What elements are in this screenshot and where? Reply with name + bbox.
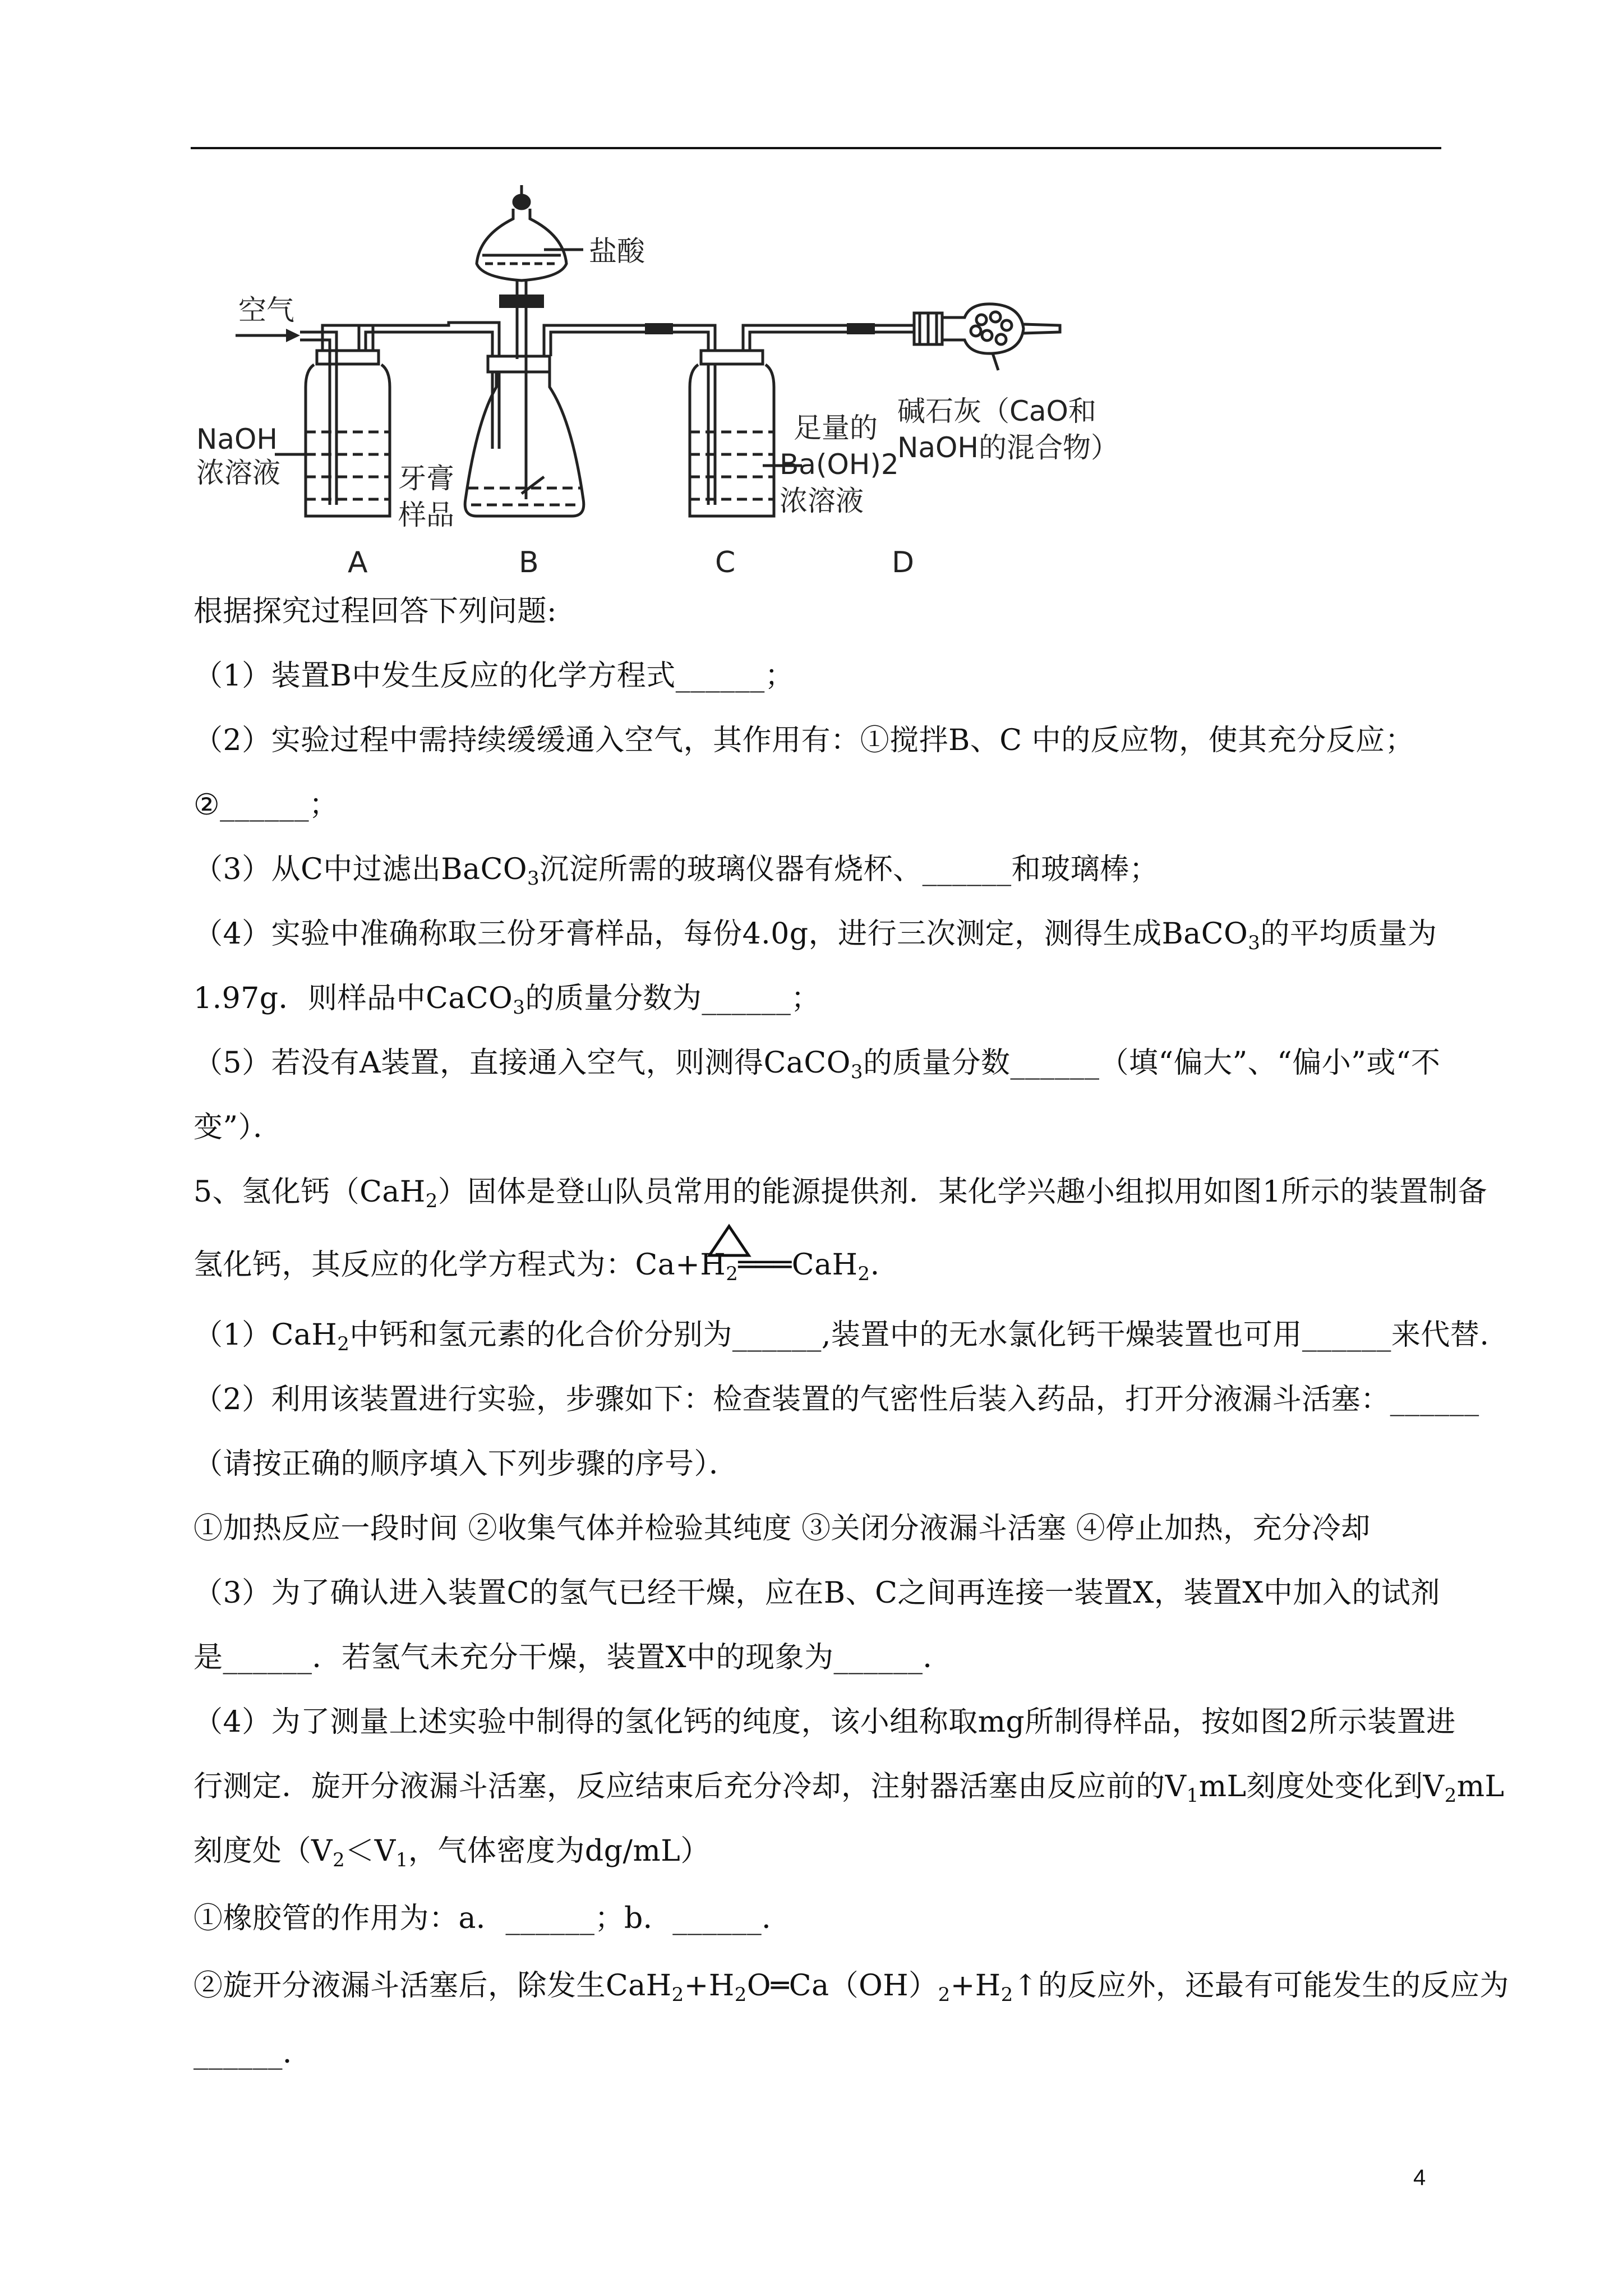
text-line: （5）若没有A装置，直接通入空气，则测得CaCO$_3$的质量分数______（填“偏大”、“偏小”或“不	[193, 1046, 1441, 1083]
page-number: 4	[1413, 2165, 1426, 2190]
text-line: 行测定．旋开分液漏斗活塞，反应结束后充分冷却，注射器活塞由反应前的$V_1mL$刻度处变化到$V_2mL$	[193, 1770, 1505, 1807]
text-line: （2）实验过程中需持续缓缓通入空气，其作用有：①搅拌B、C 中的反应物，使其充分反应；	[193, 724, 1415, 757]
label-baoh-3: 浓溶液	[780, 485, 864, 517]
text-line: ②旋开分液漏斗活塞后，除发生$CaH_2+H_2O═Ca(OH)_2+H_2↑$的反应外，还最有可能发生的反应为	[193, 1969, 1509, 2006]
text-line: ②______；	[193, 788, 339, 822]
text-line: ①加热反应一段时间 ②收集气体并检验其纯度 ③关闭分液漏斗活塞 ④停止加热，充分冷却	[193, 1512, 1371, 1545]
text-line: 根据探究过程回答下列问题:	[193, 595, 557, 628]
label-baoh-1: 足量的	[794, 412, 878, 444]
text-line: 变”）．	[193, 1111, 283, 1144]
text-line: （3）从C中过滤出BaCO$_3$沉淀所需的玻璃仪器有烧杯、______和玻璃棒；	[193, 853, 1159, 890]
label-hcl: 盐酸	[589, 235, 645, 268]
label-lime-1: 碱石灰（CaO和	[897, 395, 1096, 427]
label-sample-2: 样品	[398, 499, 454, 531]
text-line: 1.97g．则样品中CaCO$_3$的质量分数为______；	[193, 982, 820, 1019]
text-line: 是______．若氢气未充分干燥，装置X中的现象为______．	[193, 1641, 953, 1674]
label-D: D	[892, 546, 915, 579]
text-line: ①橡胶管的作用为：a．______；b．______．	[193, 1902, 791, 1935]
label-naoh-1: NaOH	[196, 423, 278, 455]
text-line: ______．	[193, 2036, 312, 2070]
text-line: （4）实验中准确称取三份牙膏样品，每份4.0g，进行三次测定，测得生成BaCO$_3$的平均质量为	[193, 917, 1437, 954]
text-line: 5、氢化钙（CaH$_2$）固体是登山队员常用的能源提供剂．某化学兴趣小组拟用如图1所示的装置制备	[193, 1175, 1487, 1212]
label-C: C	[715, 546, 736, 579]
text-line: （4）为了测量上述实验中制得的氢化钙的纯度，该小组称取mg所制得样品，按如图2所示装置进	[193, 1705, 1456, 1739]
label-air: 空气	[238, 294, 294, 326]
text-line: （2）利用该装置进行实验，步骤如下：检查装置的气密性后装入药品，打开分液漏斗活塞：______	[193, 1383, 1479, 1416]
label-B: B	[519, 546, 539, 579]
label-A: A	[348, 546, 368, 579]
label-baoh-2: Ba(OH)2	[780, 448, 899, 481]
text-line: （1）CaH$_2$中钙和氢元素的化合价分别为______,装置中的无水氯化钙干燥装置也可用______来代替.	[193, 1318, 1490, 1355]
label-lime-2: NaOH的混合物）	[897, 431, 1119, 464]
text-line: （请按正确的顺序填入下列步骤的序号）．	[193, 1447, 739, 1481]
apparatus-figure	[185, 185, 1166, 589]
text-line: 刻度处（$V_2<V_1$，气体密度为dg/mL）	[193, 1834, 710, 1871]
label-naoh-2: 浓溶液	[196, 457, 280, 489]
text-line: （1）装置B中发生反应的化学方程式______；	[193, 659, 795, 693]
text-line: 氢化钙，其反应的化学方程式为：$Ca+H_2═══CaH_2$.	[193, 1248, 880, 1285]
text-line: （3）为了确认进入装置C的氢气已经干燥，应在B、C之间再连接一装置X，装置X中加入的试剂	[193, 1576, 1440, 1610]
header-rule	[191, 147, 1441, 149]
label-sample-1: 牙膏	[398, 462, 454, 495]
